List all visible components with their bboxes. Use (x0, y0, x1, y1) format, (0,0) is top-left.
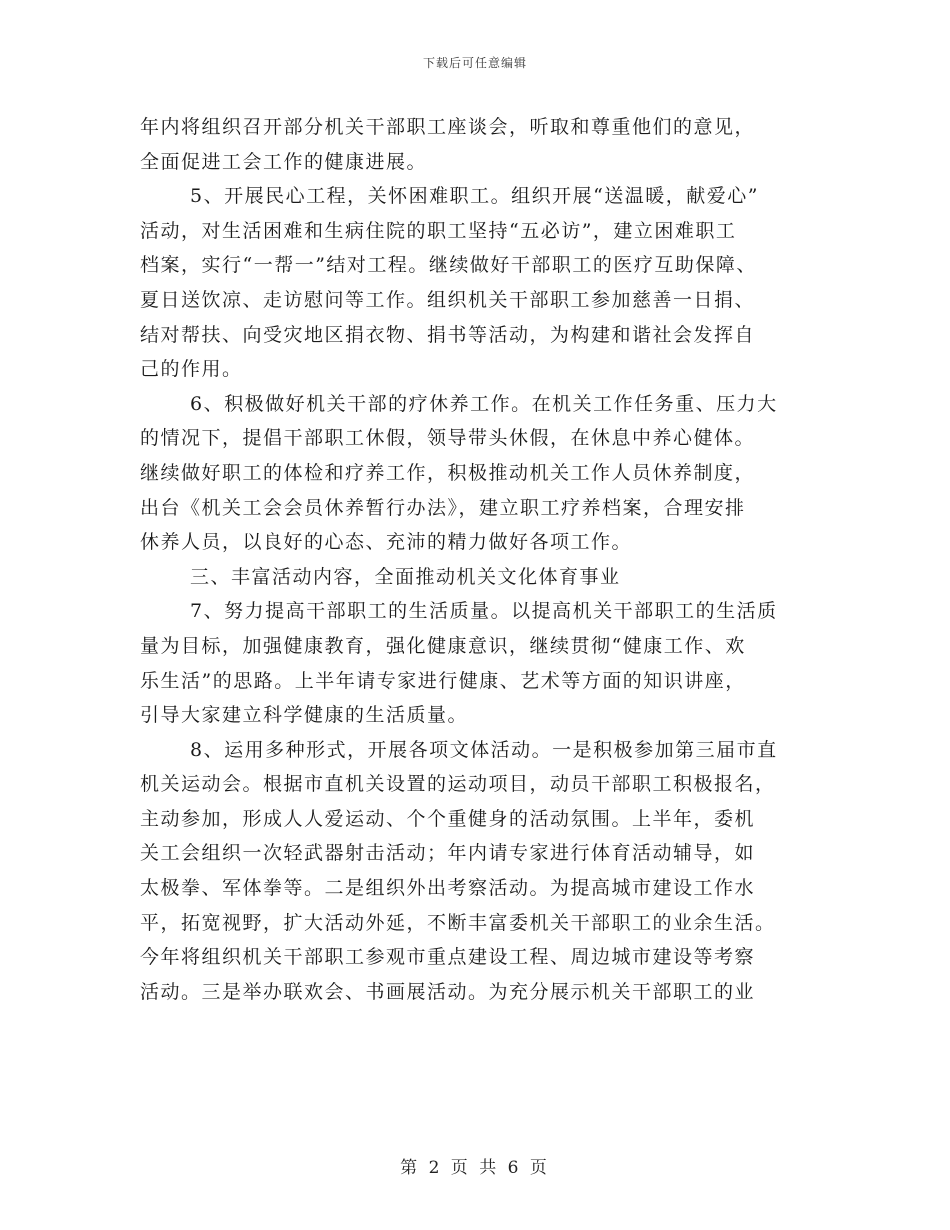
section-heading: 三、丰富活动内容，全面推动机关文化体育事业 (190, 565, 621, 588)
text-line: 主动参加，形成人人爱运动、个个重健身的活动氛围。上半年，委机 (140, 807, 756, 830)
text-line: 全面促进工会工作的健康进展。 (140, 150, 428, 173)
text-line: 年内将组织召开部分机关干部职工座谈会，听取和尊重他们的意见， (140, 116, 756, 138)
text-line: 出台《机关工会会员休养暂行办法》，建立职工疗养档案，合理安排 (140, 496, 746, 519)
text-line: 结对帮扶、向受灾地区捐衣物、捐书等活动，为构建和谐社会发挥自 (140, 323, 756, 346)
text-line: 夏日送饮凉、走访慰问等工作。组织机关干部职工参加慈善一日捐、 (140, 288, 756, 311)
page-number-footer: 第 2 页 共 6 页 (400, 1158, 550, 1178)
text-line: 档案，实行“一帮一”结对工程。继续做好干部职工的医疗互助保障、 (140, 254, 757, 277)
document-body (140, 110, 820, 1009)
text-line: 太极拳、军体拳等。二是组织外出考察活动。为提高城市建设工作水 (140, 877, 756, 900)
text-line: 量为目标，加强健康教育，强化健康意识，继续贯彻“健康工作、欢 (140, 634, 746, 657)
text-line: 关工会组织一次轻武器射击活动；年内请专家进行体育活动辅导，如 (140, 842, 756, 865)
text-line: 机关运动会。根据市直机关设置的运动项目，动员干部职工积极报名， (140, 773, 776, 796)
text-line: 平，拓宽视野，扩大活动外延，不断丰富委机关干部职工的业余生活。 (140, 911, 776, 934)
paragraph-start: 8、运用多种形式，开展各项文体活动。一是积极参加第三届市直 (190, 738, 778, 761)
text-line: 引导大家建立科学健康的生活质量。 (140, 704, 469, 727)
text-line: 继续做好职工的体检和疗养工作，积极推动机关工作人员休养制度， (140, 461, 756, 484)
text-line: 乐生活”的思路。上半年请专家进行健康、艺术等方面的知识讲座， (140, 669, 746, 692)
paragraph-start: 7、努力提高干部职工的生活质量。以提高机关干部职工的生活质 (190, 600, 778, 623)
text-line: 今年将组织机关干部职工参观市重点建设工程、周边城市建设等考察 (140, 946, 756, 969)
paragraph-start: 5、开展民心工程，关怀困难职工。组织开展“送温暖，献爱心” (190, 185, 760, 208)
header-note: 下载后可任意编辑 (422, 56, 527, 70)
paragraph-start: 6、积极做好机关干部的疗休养工作。在机关工作任务重、压力大 (190, 392, 778, 415)
text-line: 的情况下，提倡干部职工休假，领导带头休假，在休息中养心健体。 (140, 427, 756, 450)
text-line: 休养人员，以良好的心态、充沛的精力做好各项工作。 (140, 531, 633, 554)
text-line: 己的作用。 (140, 358, 243, 381)
text-line: 活动。三是举办联欢会、书画展活动。为充分展示机关干部职工的业 (140, 980, 756, 1003)
text-line: 活动，对生活困难和生病住院的职工坚持“五必访”，建立困难职工 (140, 219, 737, 242)
